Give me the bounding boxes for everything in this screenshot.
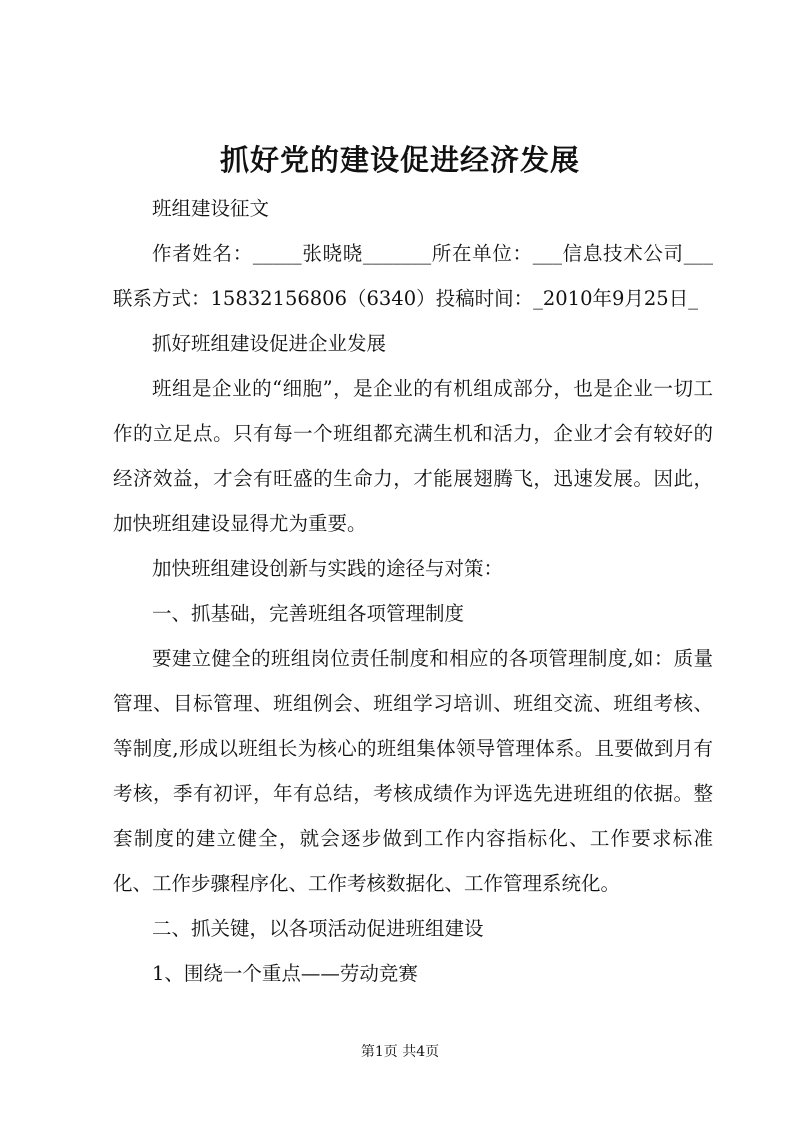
paragraph-author-info: 作者姓名：_____张晓晓_______所在单位：___信息技术公司___联系方式：15832156806（6340）投稿时间：_2010年9月25日_ bbox=[113, 242, 713, 310]
paragraph-subtitle: 抓好班组建设促进企业发展 bbox=[152, 332, 387, 355]
page-number-footer: 第1页 共4页 bbox=[360, 1044, 440, 1060]
section-heading-2: 二、抓关键，以各项活动促进班组建设 bbox=[152, 917, 484, 940]
paragraph-essay-category: 班组建设征文 bbox=[152, 197, 270, 220]
section-heading-1: 一、抓基础，完善班组各项管理制度 bbox=[152, 602, 465, 625]
paragraph-intro: 班组是企业的“细胞”，是企业的有机组成部分，也是企业一切工作的立足点。只有每一个班组都充满生机和活力，企业才会有较好的经济效益，才会有旺盛的生命力，才能展翅腾飞，迅速发展。因此，加快班组建设显得尤为重要。 bbox=[113, 377, 713, 535]
subsection-heading-1: 1、围绕一个重点——劳动竞赛 bbox=[152, 962, 418, 985]
document-title: 抓好党的建设促进经济发展 bbox=[219, 143, 580, 177]
document-body bbox=[113, 186, 713, 996]
paragraph-section-1-body: 要建立健全的班组岗位责任制度和相应的各项管理制度,如：质量管理、目标管理、班组例会、班组学习培训、班组交流、班组考核、等制度,形成以班组长为核心的班组集体领导管理体系。且要做到月有考核，季有初评，年有总结，考核成绩作为评选先进班组的依据。整套制度的建立健全，就会逐步做到工作内容指标化、工作要求标准化、工作步骤程序化、工作考核数据化、工作管理系统化。 bbox=[113, 647, 713, 895]
paragraph-strategies-heading: 加快班组建设创新与实践的途径与对策： bbox=[152, 557, 504, 580]
